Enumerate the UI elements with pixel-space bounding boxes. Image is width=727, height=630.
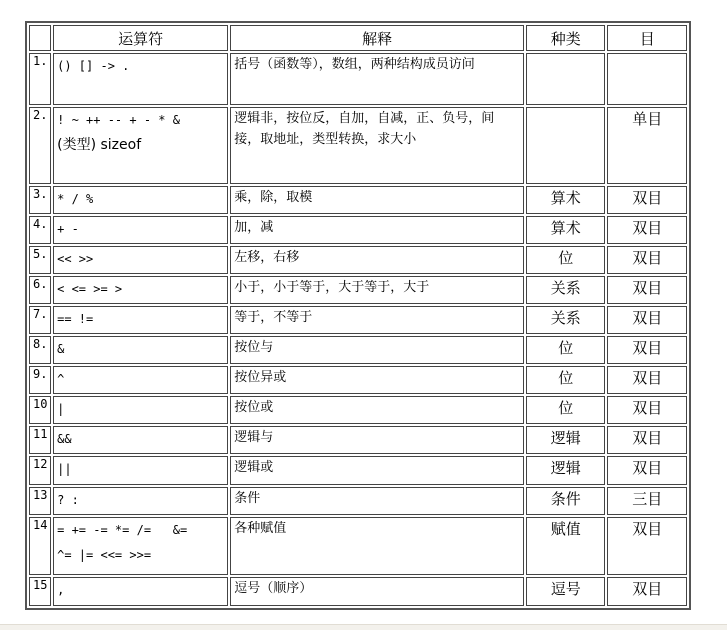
arity-cell: 双目 xyxy=(607,577,687,606)
operator-line: ^= |= <<= >>= xyxy=(57,547,152,562)
kind-cell: 位 xyxy=(526,366,605,394)
operator-line: () [] -> . xyxy=(57,59,130,73)
table-row xyxy=(29,396,687,424)
kind-cell: 赋值 xyxy=(526,517,605,575)
kind-cell: 位 xyxy=(526,246,605,274)
operator-line: ! ~ ++ -- + - * & xyxy=(57,112,180,127)
explanation-cell: 逻辑非，按位反，自加，自减，正、负号，间接，取地址，类型转换，求大小 xyxy=(230,107,524,184)
operator-cell xyxy=(53,246,228,274)
table-row xyxy=(29,246,687,274)
kind-cell: 关系 xyxy=(526,306,605,334)
operator-cell xyxy=(53,426,228,454)
explanation-cell: 按位与 xyxy=(230,336,524,364)
operator-line: = += -= *= /= &= xyxy=(57,522,188,537)
row-number: 8. xyxy=(29,336,51,364)
explanation-cell: 等于，不等于 xyxy=(230,306,524,334)
kind-cell: 算术 xyxy=(526,216,605,244)
header-row xyxy=(29,25,687,51)
table-row xyxy=(29,366,687,394)
kind-cell: 位 xyxy=(526,336,605,364)
kind-cell: 条件 xyxy=(526,487,605,515)
operator-line: < <= >= > xyxy=(57,282,123,297)
operator-line: , xyxy=(57,582,65,597)
explanation-cell: 左移，右移 xyxy=(230,246,524,274)
explanation-cell: 按位异或 xyxy=(230,366,524,394)
operator-cell xyxy=(53,53,228,105)
row-number: 13 xyxy=(29,487,51,515)
kind-cell xyxy=(526,53,605,105)
row-number: 7. xyxy=(29,306,51,334)
table-row xyxy=(29,276,687,304)
kind-cell xyxy=(526,107,605,184)
operator-cell xyxy=(53,276,228,304)
table-row xyxy=(29,426,687,454)
operator-cell xyxy=(53,186,228,214)
explanation-cell: 逗号（顺序） xyxy=(230,577,524,606)
table-row xyxy=(29,107,687,184)
row-number: 9. xyxy=(29,366,51,394)
row-number: 6. xyxy=(29,276,51,304)
operator-line: (类型) sizeof xyxy=(57,136,142,153)
operator-cell xyxy=(53,487,228,515)
table-row xyxy=(29,487,687,515)
arity-cell: 双目 xyxy=(607,246,687,274)
operator-precedence-table xyxy=(25,21,691,610)
operator-line: & xyxy=(57,342,65,357)
operator-cell xyxy=(53,456,228,484)
explanation-cell: 逻辑或 xyxy=(230,456,524,484)
row-number: 14 xyxy=(29,517,51,575)
kind-cell: 逗号 xyxy=(526,577,605,606)
row-number: 5. xyxy=(29,246,51,274)
kind-cell: 位 xyxy=(526,396,605,424)
operator-cell xyxy=(53,336,228,364)
arity-cell: 双目 xyxy=(607,306,687,334)
table-row xyxy=(29,306,687,334)
table-row xyxy=(29,53,687,105)
kind-cell: 逻辑 xyxy=(526,456,605,484)
row-number: 12 xyxy=(29,456,51,484)
table-row xyxy=(29,186,687,214)
explanation-cell: 加，减 xyxy=(230,216,524,244)
operator-line: ^ xyxy=(57,372,65,387)
arity-cell: 双目 xyxy=(607,426,687,454)
explanation-cell: 逻辑与 xyxy=(230,426,524,454)
kind-cell: 关系 xyxy=(526,276,605,304)
row-number: 1. xyxy=(29,53,51,105)
operator-cell xyxy=(53,366,228,394)
operator-cell xyxy=(53,306,228,334)
operator-cell xyxy=(53,517,228,575)
explanation-cell: 括号（函数等），数组，两种结构成员访问 xyxy=(230,53,524,105)
operator-line: * / % xyxy=(57,191,94,206)
operator-line: || xyxy=(57,462,72,477)
header-kind: 种类 xyxy=(526,25,605,51)
table-row xyxy=(29,517,687,575)
explanation-cell: 乘，除，取模 xyxy=(230,186,524,214)
arity-cell: 单目 xyxy=(607,107,687,184)
row-number: 2. xyxy=(29,107,51,184)
operator-line: + - xyxy=(57,221,79,236)
row-number: 15 xyxy=(29,577,51,606)
table-row xyxy=(29,336,687,364)
row-number: 11 xyxy=(29,426,51,454)
kind-cell: 逻辑 xyxy=(526,426,605,454)
operator-line: << >> xyxy=(57,252,94,267)
arity-cell: 双目 xyxy=(607,186,687,214)
row-number: 4. xyxy=(29,216,51,244)
explanation-cell: 条件 xyxy=(230,487,524,515)
explanation-cell: 各种赋值 xyxy=(230,517,524,575)
operator-cell xyxy=(53,396,228,424)
row-number: 10 xyxy=(29,396,51,424)
table-row xyxy=(29,577,687,606)
arity-cell: 双目 xyxy=(607,216,687,244)
operator-cell xyxy=(53,216,228,244)
table-row xyxy=(29,456,687,484)
operator-cell xyxy=(53,107,228,184)
arity-cell: 双目 xyxy=(607,366,687,394)
arity-cell: 双目 xyxy=(607,276,687,304)
header-arity: 目 xyxy=(607,25,687,51)
row-number: 3. xyxy=(29,186,51,214)
operator-line: && xyxy=(57,432,72,447)
operator-line: | xyxy=(57,402,65,417)
header-explanation: 解释 xyxy=(230,25,524,51)
arity-cell xyxy=(607,53,687,105)
arity-cell: 双目 xyxy=(607,396,687,424)
bottom-divider xyxy=(0,624,727,630)
table-row xyxy=(29,216,687,244)
arity-cell: 双目 xyxy=(607,517,687,575)
kind-cell: 算术 xyxy=(526,186,605,214)
operator-table xyxy=(27,23,689,608)
header-num xyxy=(29,25,51,51)
arity-cell: 三目 xyxy=(607,487,687,515)
header-operator: 运算符 xyxy=(53,25,228,51)
operator-line: == != xyxy=(57,312,94,327)
explanation-cell: 小于，小于等于，大于等于，大于 xyxy=(230,276,524,304)
arity-cell: 双目 xyxy=(607,456,687,484)
operator-line: ? : xyxy=(57,492,79,507)
arity-cell: 双目 xyxy=(607,336,687,364)
explanation-cell: 按位或 xyxy=(230,396,524,424)
operator-cell xyxy=(53,577,228,606)
